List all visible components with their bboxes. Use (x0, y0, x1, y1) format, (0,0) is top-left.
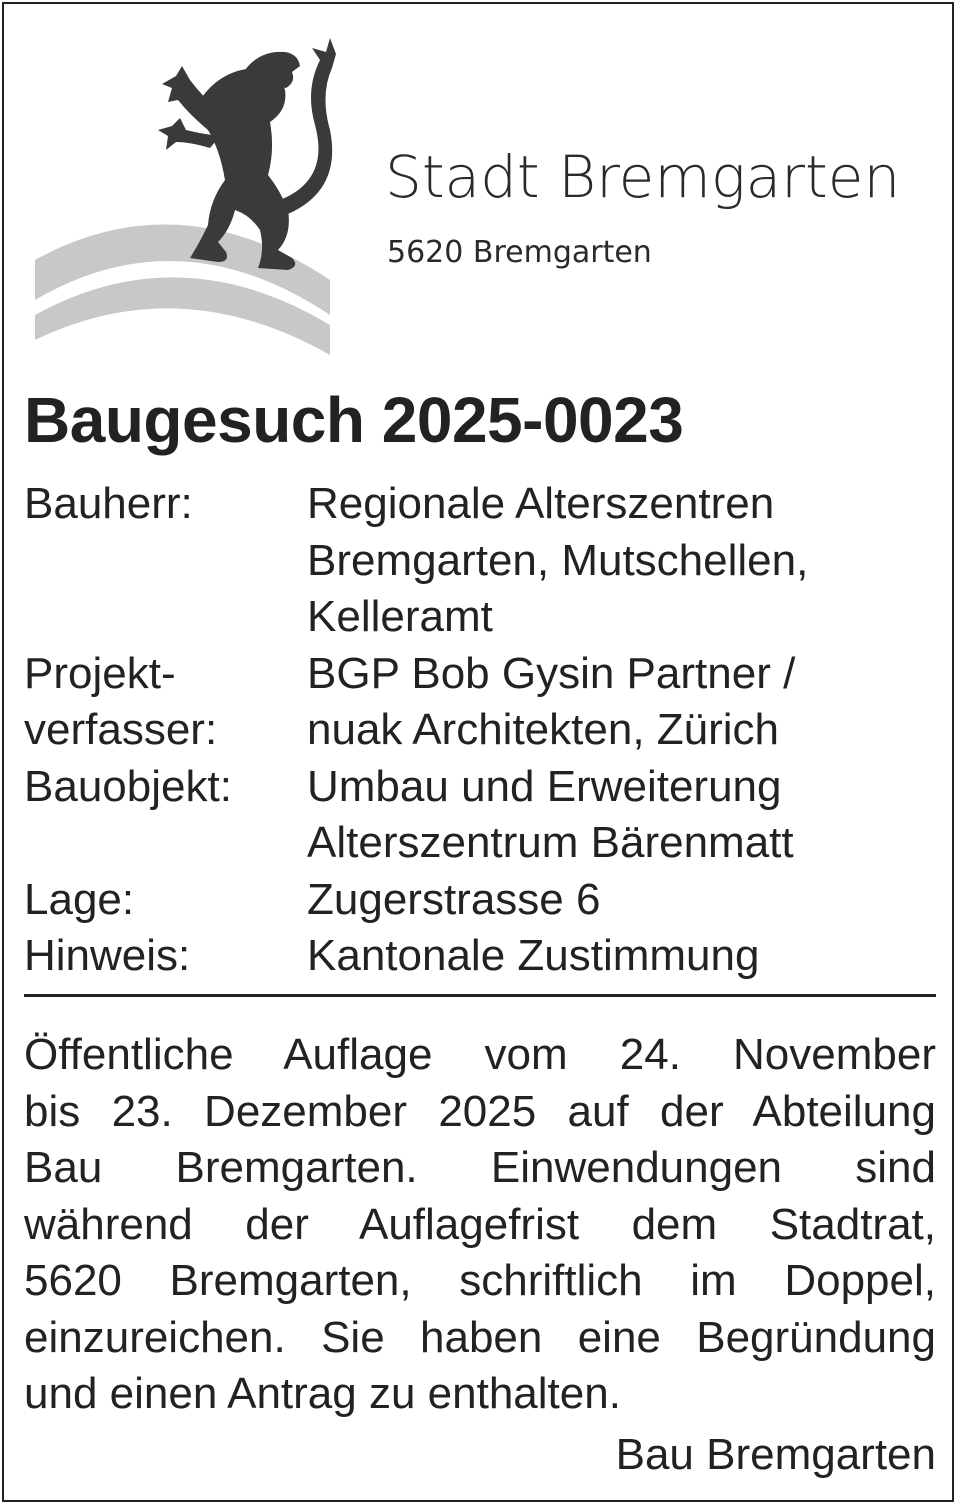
postal-line: 5620 Bremgarten (387, 235, 652, 270)
signature: Bau Bremgarten (615, 1430, 936, 1479)
detail-label: Bauherr: (24, 479, 193, 528)
detail-label: verfasser: (24, 705, 218, 754)
notice-line: 5620 Bremgarten, schriftlich im Doppel, (24, 1256, 936, 1305)
detail-row-bauobjekt (24, 759, 936, 872)
detail-value: Zugerstrasse 6 (307, 874, 601, 924)
detail-value: nuak Architekten, Zürich (307, 705, 780, 754)
detail-value: Umbau und Erweiterung (307, 761, 782, 811)
detail-row-bauherr (24, 476, 936, 646)
notice-text (24, 1027, 936, 1423)
town-name: Stadt Bremgarten (385, 143, 901, 211)
detail-row-projektverfasser (24, 646, 936, 759)
detail-value: Bremgarten, Mutschellen, (307, 535, 809, 585)
detail-row-lage (24, 872, 936, 929)
detail-value: Kantonale Zustimmung (307, 931, 760, 980)
notice-line: Öffentliche Auflage vom 24. November (24, 1030, 936, 1079)
notice-line: während der Auflagefrist dem Stadtrat, (24, 1199, 936, 1249)
lion-coat-of-arms-icon (30, 30, 340, 360)
detail-value: BGP Bob Gysin Partner / (307, 648, 796, 698)
detail-value: Regionale Alterszentren (307, 479, 775, 528)
page-title: Baugesuch 2025-0023 (24, 384, 684, 456)
notice-line: bis 23. Dezember 2025 auf der Abteilung (24, 1086, 936, 1136)
detail-label: Bauobjekt: (24, 761, 232, 811)
divider (24, 994, 936, 997)
notice-line: Bau Bremgarten. Einwendungen sind (24, 1143, 936, 1192)
detail-label: Lage: (24, 874, 135, 924)
detail-row-hinweis (24, 928, 936, 985)
detail-value: Alterszentrum Bärenmatt (307, 818, 794, 867)
detail-value: Kelleramt (307, 592, 493, 641)
details-table (24, 476, 936, 985)
detail-label: Hinweis: (24, 931, 191, 980)
notice-line: einzureichen. Sie haben eine Begründung (24, 1312, 936, 1362)
notice-line: und einen Antrag zu enthalten. (24, 1369, 621, 1418)
detail-label: Projekt- (24, 648, 176, 698)
